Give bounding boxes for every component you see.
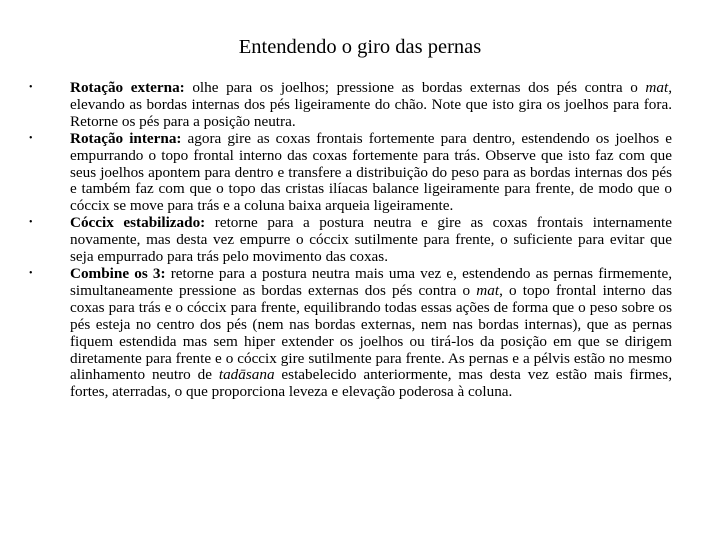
bullet-external-rotation (29, 80, 672, 131)
bullet-lead: Rotação interna: (70, 129, 182, 147)
bullet-stabilized-coccyx (29, 215, 672, 266)
bullet-text: olhe para os joelhos; pressione as bordas externas dos pés contra o (184, 79, 646, 96)
bullet-combine-three (29, 266, 672, 401)
page-title: Entendendo o giro das pernas (238, 36, 482, 58)
bullet-emphasis: mat (476, 281, 500, 299)
bullet-lead: Cóccix estabilizado: (70, 214, 206, 232)
bullet-text: agora gire as coxas frontais fortemente para dentro, estendendo os joelhos e empurrando o topo frontal interno das coxas fortemente para trás. Observe que isto faz com que seus joelhos apontem para dentro e transfere a distribuição do peso para as bordas internas dos pés e também faz com que o topo das cristas ilíacas balance ligeiramente para frente, de modo que o cóccix se move para trás e a coluna baixa arqueia ligeiramente. (70, 129, 672, 215)
bullet-emphasis: mat (645, 79, 669, 96)
bullet-internal-rotation (29, 131, 672, 216)
bullet-lead: Rotação externa: (70, 79, 185, 96)
bullet-emphasis: tadāsana (218, 366, 275, 384)
bullet-text: , elevando as bordas internas dos pés ligeiramente do chão. Note que isto gira os joelhos para fora. Retorne os pés para a posição neutra. (70, 79, 672, 130)
bullet-icon: • (29, 82, 33, 93)
bullet-icon: • (29, 217, 33, 229)
bullet-lead: Combine os 3: (70, 264, 166, 282)
bullet-icon: • (29, 132, 33, 144)
bullet-list (29, 80, 672, 401)
bullet-icon: • (29, 267, 33, 279)
bullet-text: retorne para a postura neutra mais uma vez e, estendendo as pernas firmemente, simultaneamente pressione as bordas externas dos pés contra o (70, 264, 672, 299)
bullet-text: , o topo frontal interno das coxas para trás e o cóccix para frente, equilibrando todas essas ações de forma que o peso sobre os pés esteja no centro dos pés (nem nas bordas externas, nem nas bordas internas), que as pernas fiquem estendida mas sem hiper extender os joelhos ou tirá-los da posição em que se dirigem diretamente para frente e o cóccix gire sutilmente para frente. As pernas e a pélvis estão no mesmo alinhamento neutro de (70, 281, 672, 384)
bullet-text: estabelecido anteriormente, mas desta vez estão mais firmes, fortes, aterradas, o que proporciona leveza e elevação poderosa à coluna. (70, 366, 672, 401)
bullet-text: retorne para a postura neutra e gire as coxas frontais internamente novamente, mas desta vez empurre o cóccix sutilmente para frente, o suficiente para evitar que seja empurrado para trás pelo movimento das coxas. (70, 214, 672, 266)
